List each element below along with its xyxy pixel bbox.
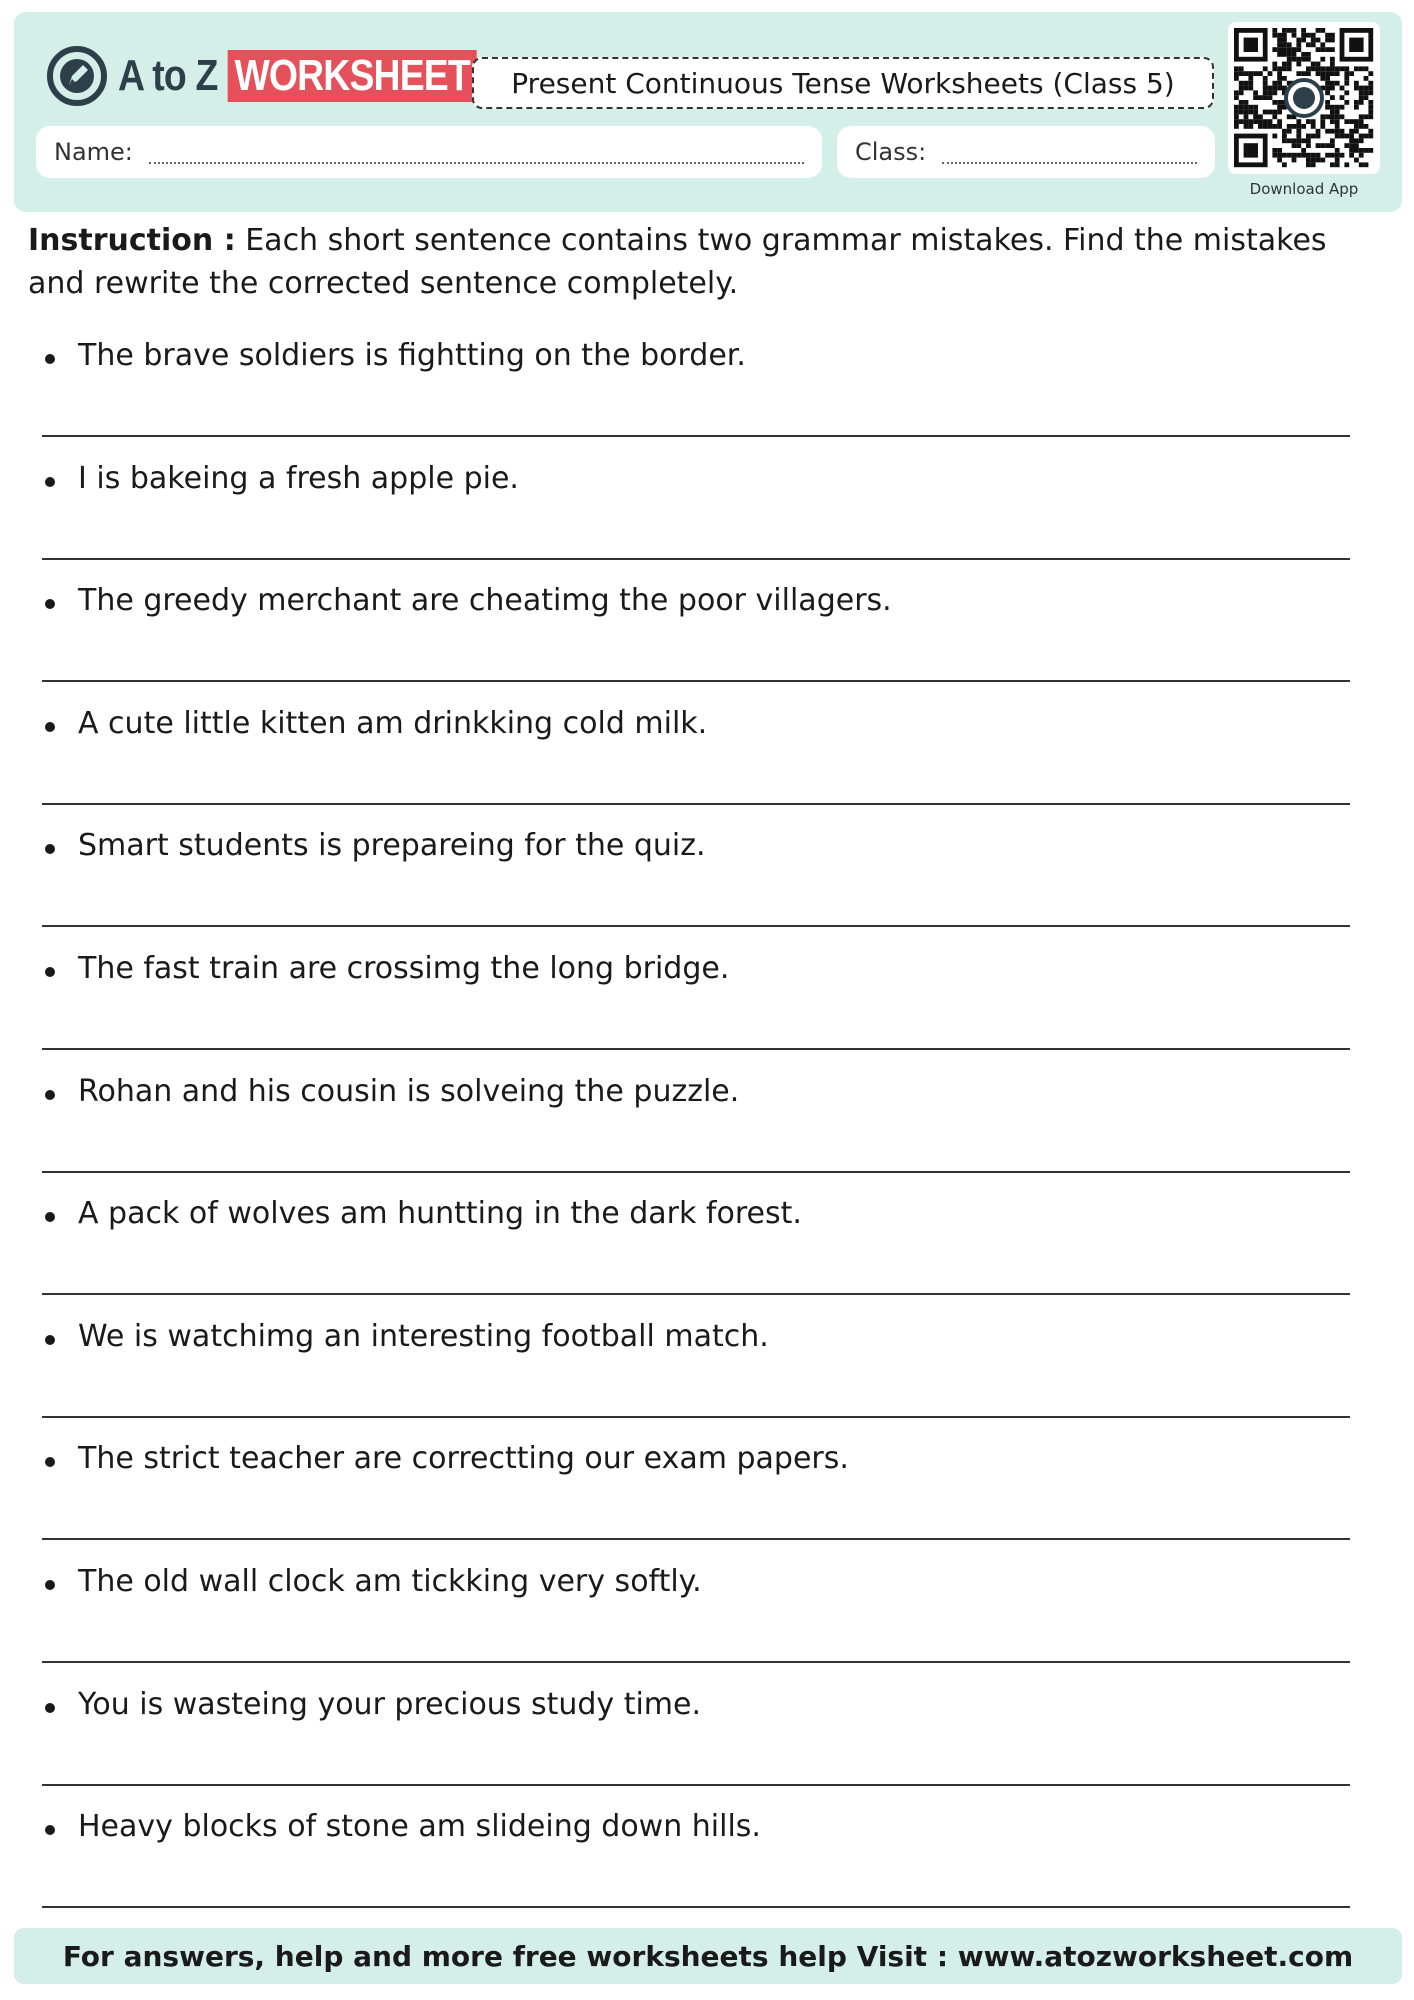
worksheet-header bbox=[14, 12, 1402, 212]
bullet-icon bbox=[45, 354, 55, 364]
answer-line[interactable] bbox=[42, 1538, 1350, 1540]
instruction bbox=[28, 219, 1384, 305]
bullet-icon bbox=[45, 1457, 55, 1467]
question-item bbox=[0, 1311, 1414, 1434]
question-item bbox=[0, 820, 1414, 943]
answer-line[interactable] bbox=[42, 1906, 1350, 1908]
answer-line[interactable] bbox=[42, 1416, 1350, 1418]
question-item bbox=[0, 330, 1414, 453]
question-text: The greedy merchant are cheatimg the poor villagers. bbox=[78, 583, 892, 619]
worksheet-title: Present Continuous Tense Worksheets (Class 5) bbox=[472, 57, 1214, 109]
question-text: The brave soldiers is fightting on the border. bbox=[78, 338, 746, 373]
question-text: A pack of wolves am huntting in the dark forest. bbox=[78, 1196, 802, 1232]
answer-line[interactable] bbox=[42, 1293, 1350, 1295]
question-item bbox=[0, 1433, 1414, 1556]
name-blank[interactable] bbox=[149, 162, 804, 164]
answer-line[interactable] bbox=[42, 803, 1350, 805]
pencil-circle-icon bbox=[46, 45, 108, 107]
question-text: I is bakeing a fresh apple pie. bbox=[78, 460, 519, 496]
bullet-icon bbox=[45, 967, 55, 977]
name-label: Name: bbox=[54, 138, 133, 166]
bullet-icon bbox=[45, 1703, 55, 1713]
question-item bbox=[0, 1801, 1414, 1924]
answer-line[interactable] bbox=[42, 1171, 1350, 1173]
bullet-icon bbox=[45, 599, 55, 609]
answer-line[interactable] bbox=[42, 925, 1350, 927]
question-text: You is wasteing your precious study time. bbox=[78, 1686, 702, 1722]
question-text: The fast train are crossimg the long bridge. bbox=[78, 950, 730, 986]
bullet-icon bbox=[45, 844, 55, 854]
name-field[interactable] bbox=[36, 126, 822, 178]
logo-highlight: WORKSHEET bbox=[228, 50, 477, 102]
question-item bbox=[0, 1188, 1414, 1311]
bullet-icon bbox=[45, 722, 55, 732]
download-app-label[interactable]: Download App bbox=[1249, 180, 1359, 198]
question-text: Rohan and his cousin is solveing the puzzle. bbox=[78, 1073, 740, 1109]
question-text: The old wall clock am tickking very softly. bbox=[78, 1563, 702, 1599]
bullet-icon bbox=[45, 1090, 55, 1100]
answer-line[interactable] bbox=[42, 558, 1350, 560]
qr-code-icon[interactable] bbox=[1228, 22, 1380, 174]
bullet-icon bbox=[45, 1212, 55, 1222]
class-blank[interactable] bbox=[942, 162, 1197, 164]
question-text: The strict teacher are correctting our exam papers. bbox=[78, 1441, 849, 1477]
answer-line[interactable] bbox=[42, 1784, 1350, 1786]
brand-logo[interactable] bbox=[46, 42, 540, 110]
logo-wordmark bbox=[118, 50, 477, 102]
answer-line[interactable] bbox=[42, 435, 1350, 437]
instruction-label: Instruction : bbox=[28, 223, 236, 258]
question-item bbox=[0, 575, 1414, 698]
answer-line[interactable] bbox=[42, 1661, 1350, 1663]
question-item bbox=[0, 1679, 1414, 1802]
question-item bbox=[0, 1066, 1414, 1189]
bullet-icon bbox=[45, 477, 55, 487]
question-list bbox=[0, 330, 1414, 1924]
question-text: A cute little kitten am drinkking cold milk. bbox=[78, 705, 708, 741]
question-item bbox=[0, 698, 1414, 821]
bullet-icon bbox=[45, 1825, 55, 1835]
bullet-icon bbox=[45, 1335, 55, 1345]
instruction-text: Each short sentence contains two grammar mistakes. Find the mistakes and rewrite the corrected sentence completely. bbox=[28, 223, 1327, 301]
bullet-icon bbox=[45, 1580, 55, 1590]
class-label: Class: bbox=[855, 138, 927, 166]
question-item bbox=[0, 453, 1414, 576]
answer-line[interactable] bbox=[42, 1048, 1350, 1050]
question-text: We is watchimg an interesting football match. bbox=[78, 1318, 769, 1354]
question-text: Heavy blocks of stone am slideing down hills. bbox=[78, 1809, 761, 1845]
logo-prefix: A to Z bbox=[118, 51, 218, 100]
question-item bbox=[0, 943, 1414, 1066]
footer-banner[interactable]: For answers, help and more free worksheets help Visit : www.atozworksheet.com bbox=[14, 1928, 1402, 1984]
class-field[interactable] bbox=[837, 126, 1215, 178]
question-item bbox=[0, 1556, 1414, 1679]
answer-line[interactable] bbox=[42, 680, 1350, 682]
question-text: Smart students is prepareing for the quiz. bbox=[78, 828, 706, 864]
